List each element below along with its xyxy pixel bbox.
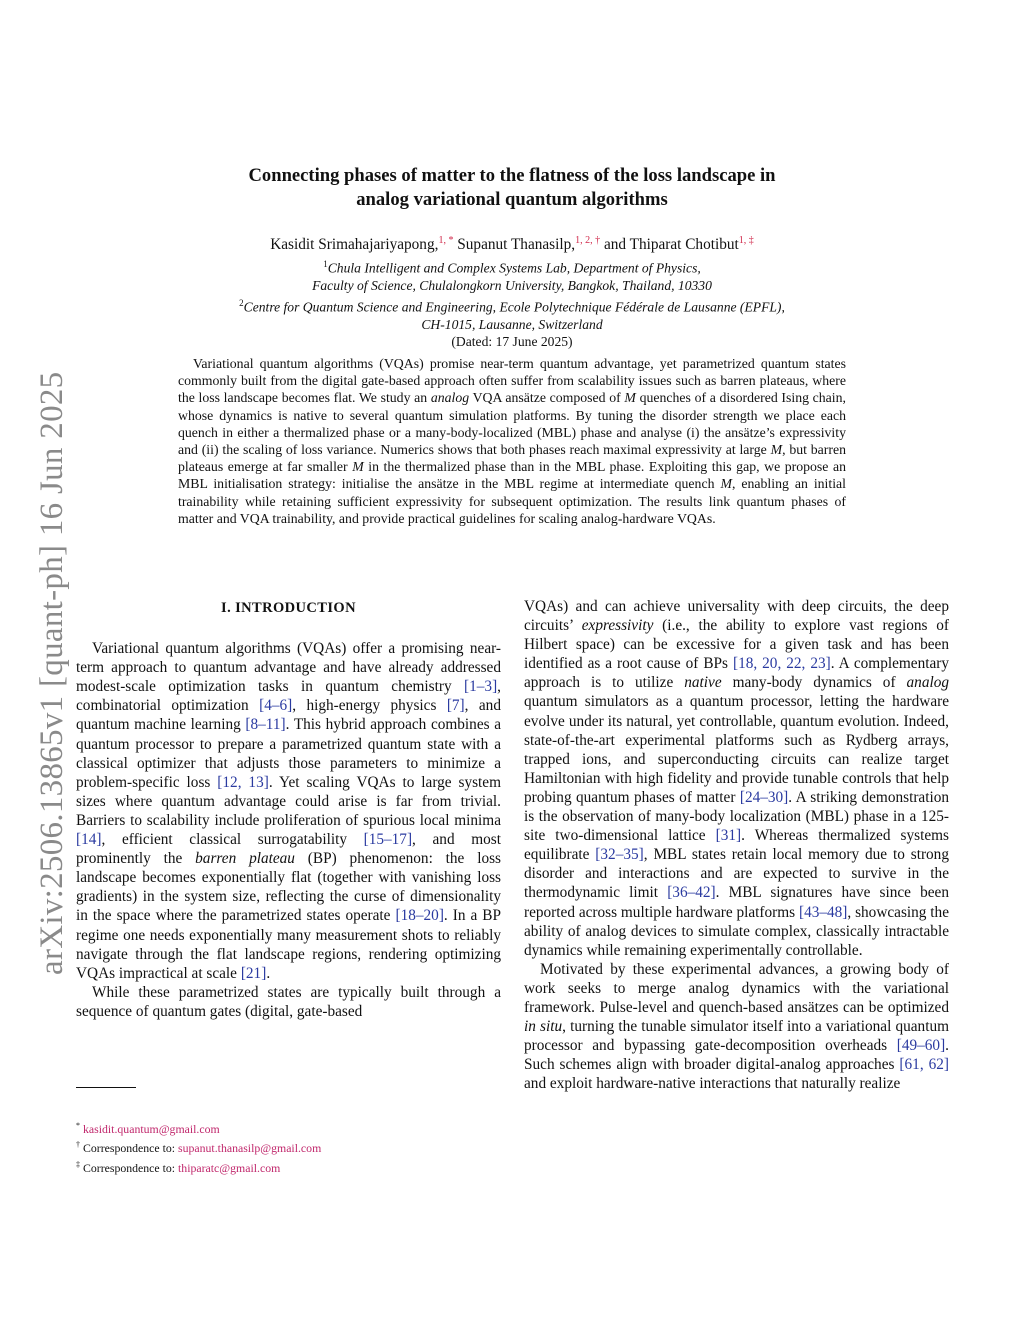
- right-column: [524, 597, 949, 1093]
- citation-link[interactable]: [14]: [76, 831, 102, 849]
- author-conjunction: and: [603, 236, 627, 254]
- citation-link[interactable]: [4–6]: [259, 697, 293, 715]
- email-link[interactable]: supanut.thanasilp@gmail.com: [178, 1141, 322, 1156]
- footnote-3: ‡ Correspondence to: thiparatc@gmail.com: [76, 1159, 281, 1175]
- intro-paragraph-1: Variational quantum algorithms (VQAs) offer a promising near-term approach to quantum advantage and have already addressed modest-scale optimization tasks in quantum chemistry [1–3], combinatorial optimization [4–6], high-energy physics [7], and quantum machine learning [8–11]. This hybrid approach combines a quantum processor to prepare a parametrized quantum state with a classical optimizer that adjusts those parameters to minimize a problem-specific loss [12, 13]. Yet scaling VQAs to large system sizes where quantum advantage could arise is far from trivial. Barriers to scalability include proliferation of spurious local minima [14], efficient classical surrogatability [15–17], and most prominently the barren plateau (BP) phenomenon: the loss landscape becomes exponentially flat (together with vanishing loss gradients) in the system size, reflecting the curse of dimensionality in the space where the parametrized states operate [18–20]. In a BP regime one needs exponentially many measurement shots to reliably navigate through the flat landscape regions, rendering optimizing VQAs impractical at scale [21].: [76, 640, 502, 982]
- footnote-divider: [76, 1087, 136, 1088]
- intro-paragraph-2: While these parametrized states are typically built through a sequence of quantum gates (digital, gate-based: [76, 983, 501, 1020]
- citation-link[interactable]: [43–48]: [798, 903, 848, 921]
- affiliation-1-mark: 1: [323, 259, 328, 269]
- citation-link[interactable]: [49–60]: [896, 1037, 946, 1055]
- footnote-2: † Correspondence to: supanut.thanasilp@gmail.com: [76, 1140, 322, 1156]
- citation-link[interactable]: [12, 13]: [217, 773, 269, 791]
- citation-link[interactable]: [21]: [240, 964, 267, 982]
- citation-link[interactable]: [24–30]: [739, 788, 789, 806]
- citation-link[interactable]: [15–17]: [363, 831, 413, 849]
- date-line: (Dated: 17 June 2025): [451, 334, 573, 350]
- intro-paragraph-2-continued: VQAs) and can achieve universality with deep circuits, the deep circuits’ expressivity (i.e., the ability to explore vast regions of Hilbert space) can be excessive for a given task and has been identified as a root cause of BPs [18, 20, 22, 23]. A complementary approach is to utilize native many-body dynamics of analog quantum simulators as a quantum processor, letting the hardware evolve under its natural, yet controllable, quantum evolution. Indeed, state-of-the-art experimental platforms such as Rydberg arrays, trapped ions, and superconducting circuits can realize target Hamiltonian with high fidelity and provide tunable controls that help probing quantum phases of matter [24–30]. A striking demonstration is the observation of many-body localization (MBL) phase in a 125-site two-dimensional lattice [31]. Whereas thermalized systems equilibrate [32–35], MBL states retain local memory due to strong disorder and interactions and are expected to survive in the thermodynamic limit [36–42]. MBL signatures have since been reported across multiple hardware platforms [43–48], showcasing the ability of analog devices to simulate complex, classically intractable dynamics while remaining experimentally controllable.: [524, 598, 950, 959]
- citation-link[interactable]: [18–20]: [395, 907, 444, 925]
- paper-title: [150, 164, 874, 212]
- email-link[interactable]: kasidit.quantum@gmail.com: [83, 1121, 220, 1136]
- affiliation-2-mark: 2: [239, 297, 244, 308]
- abstract: Variational quantum algorithms (VQAs) promise near-term quantum advantage, yet parametrized quantum states commonly built from the digital gate-based approach often suffer from scalability issues such as barren plateaus, where the loss landscape becomes flat. We study an analog VQA ansätze composed of M quenches of a disordered Ising chain, whose dynamics is native to several quantum simulation platforms. By tuning the disorder strength we place each quench in either a thermalized phase or a many-body-localized (MBL) phase and analyse (i) the ansätze’s expressivity and (ii) the scaling of loss variance. Numerics shows that both phases reach maximal expressivity at large M, but barren plateaus emerge at far smaller M in the thermalized phase than in the MBL phase. Exploiting this gap, we propose an MBL initialisation strategy: initialise the ansätze in the MBL regime at intermediate quench M, enabling an initial trainability while retaining sufficient expressivity for subsequent optimization. The results link quantum phases of matter and VQA trainability, and provide practical guidelines for scaling analog-hardware VQAs.: [178, 356, 847, 526]
- citation-link[interactable]: [18, 20, 22, 23]: [732, 655, 831, 673]
- footnote-1: * kasidit.quantum@gmail.com: [76, 1121, 220, 1136]
- author-3-affil-mark[interactable]: 1, ‡: [738, 235, 754, 246]
- title-line-1: Connecting phases of matter to the flatness of the loss landscape in: [248, 165, 776, 186]
- author-3: Thiparat Chotibut: [629, 236, 739, 254]
- author-2: Supanut Thanasilp,: [457, 236, 576, 254]
- author-1-affil-mark[interactable]: 1, *: [438, 235, 454, 246]
- intro-paragraph-3: Motivated by these experimental advances, a growing body of work seeks to merge analog dynamics with the variational framework. Pulse-level and quench-based ansätzes can be optimized in situ, turning the tunable simulator itself into a variational quantum processor and bypassing gate-decomposition overheads [49–60]. Such schemes align with broader digital-analog approaches [61, 62] and exploit hardware-native interactions that naturally realize: [524, 960, 949, 1093]
- citation-link[interactable]: [36–42]: [667, 884, 716, 902]
- author-1: Kasidit Srimahajariyapong,: [270, 236, 439, 254]
- author-2-affil-mark[interactable]: 1, 2, †: [575, 235, 601, 246]
- affiliation-2-line-1: $^2$Centre for Quantum Science and Engineering, Ecole Polytechnique Fédérale de Lausanne (EPFL),: [239, 297, 785, 315]
- citation-link[interactable]: [32–35]: [595, 846, 644, 864]
- affiliation-1-line-2: Faculty of Science, Chulalongkorn University, Bangkok, Thailand, 10330: [312, 278, 712, 294]
- arxiv-identifier[interactable]: arXiv:2506.13865v1 [quant-ph] 16 Jun 2025: [34, 371, 70, 975]
- author-list: [150, 231, 874, 254]
- affiliation-1-line-1: $^1$Chula Intelligent and Complex Systems Lab, Department of Physics,: [323, 259, 701, 276]
- citation-link[interactable]: [7]: [446, 697, 465, 715]
- left-column: [76, 597, 501, 1021]
- citation-link[interactable]: [8–11]: [245, 716, 286, 734]
- footnotes: [76, 1118, 501, 1176]
- affiliation-2-line-2: CH-1015, Lausanne, Switzerland: [421, 316, 603, 332]
- section-heading-introduction: I. INTRODUCTION: [221, 600, 356, 616]
- citation-link[interactable]: [61, 62]: [899, 1056, 949, 1074]
- affiliations: [150, 256, 874, 351]
- title-line-2: analog variational quantum algorithms: [356, 189, 668, 210]
- email-link[interactable]: thiparatc@gmail.com: [178, 1160, 281, 1175]
- citation-link[interactable]: [31]: [715, 827, 742, 845]
- citation-link[interactable]: [1–3]: [464, 678, 498, 696]
